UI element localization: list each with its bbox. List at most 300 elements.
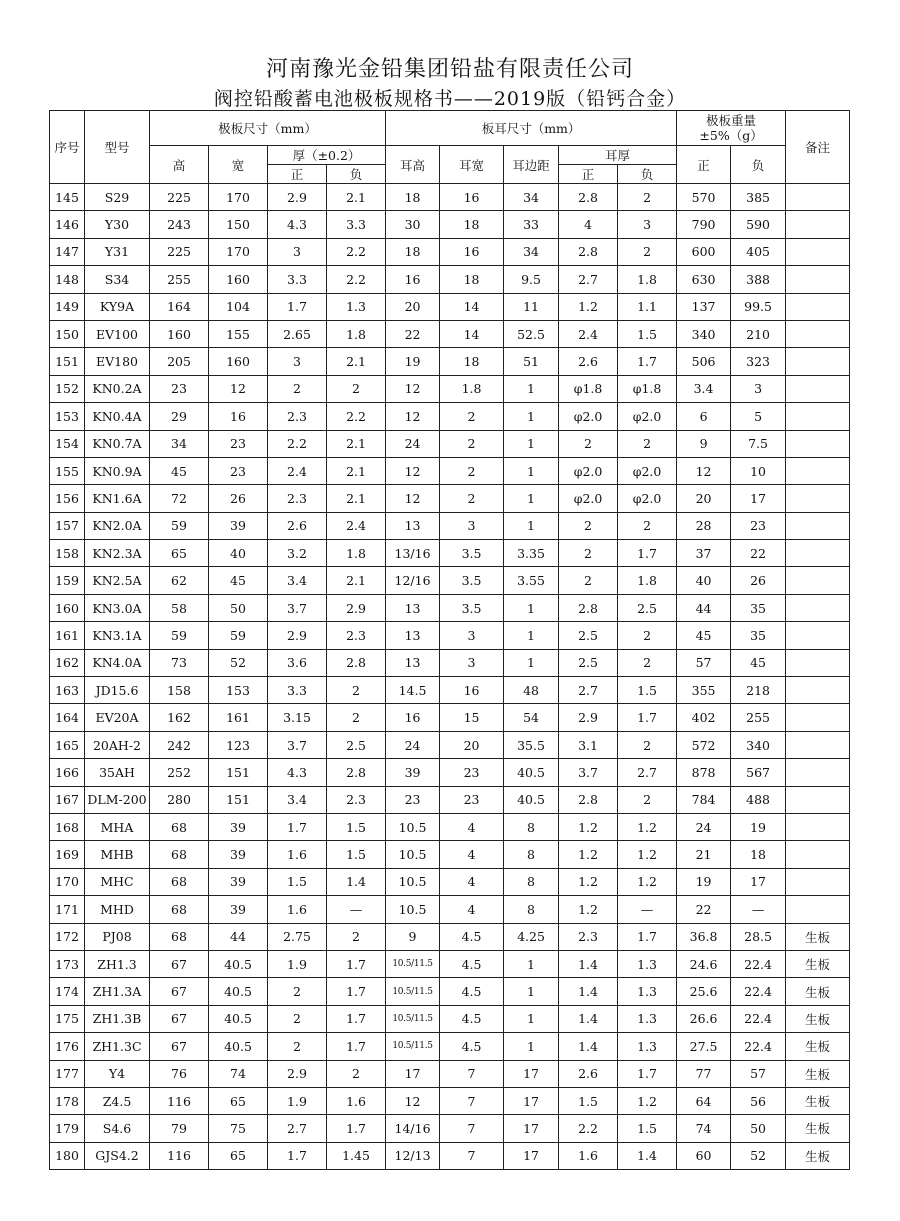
cell-height: 59 [150, 512, 209, 539]
table-row [50, 238, 850, 265]
cell-thickness-pos: 3.6 [268, 649, 327, 676]
table-row [50, 567, 850, 594]
cell-thickness-neg: 1.7 [327, 978, 386, 1005]
header-lug-height: 耳高 [386, 146, 440, 184]
cell-remark [786, 485, 850, 512]
cell-model: KN2.3A [85, 540, 150, 567]
cell-lug-width: 4 [440, 813, 504, 840]
cell-lug-height: 24 [386, 430, 440, 457]
cell-lug-width: 23 [440, 759, 504, 786]
table-row [50, 403, 850, 430]
cell-lug-thickness-pos: 2.2 [559, 1115, 618, 1142]
cell-thickness-neg: 2.8 [327, 759, 386, 786]
cell-lug-thickness-pos: 1.4 [559, 1005, 618, 1032]
cell-model: S4.6 [85, 1115, 150, 1142]
table-header [50, 111, 850, 184]
cell-weight-pos: 355 [677, 677, 731, 704]
table-row [50, 430, 850, 457]
cell-thickness-pos: 2.65 [268, 320, 327, 347]
cell-lug-width: 18 [440, 348, 504, 375]
cell-lug-width: 3 [440, 622, 504, 649]
cell-thickness-neg: 2.2 [327, 238, 386, 265]
cell-width: 40.5 [209, 1033, 268, 1060]
cell-remark [786, 896, 850, 923]
cell-lug-margin: 3.55 [504, 567, 559, 594]
cell-height: 68 [150, 868, 209, 895]
cell-weight-neg: 255 [731, 704, 786, 731]
cell-weight-neg: 17 [731, 868, 786, 895]
cell-seq: 173 [50, 950, 85, 977]
table-row [50, 978, 850, 1005]
cell-lug-margin: 1 [504, 978, 559, 1005]
cell-lug-width: 15 [440, 704, 504, 731]
cell-height: 205 [150, 348, 209, 375]
cell-thickness-neg: 2 [327, 375, 386, 402]
cell-thickness-pos: 3.15 [268, 704, 327, 731]
cell-lug-height: 12 [386, 403, 440, 430]
cell-thickness-neg: 1.7 [327, 1115, 386, 1142]
cell-thickness-pos: 4.3 [268, 759, 327, 786]
header-thickness-pos: 正 [268, 165, 327, 184]
cell-model: Z4.5 [85, 1087, 150, 1114]
cell-weight-neg: 56 [731, 1087, 786, 1114]
cell-seq: 165 [50, 731, 85, 758]
cell-lug-thickness-pos: 1.4 [559, 978, 618, 1005]
cell-width: 170 [209, 238, 268, 265]
cell-lug-height: 10.5 [386, 813, 440, 840]
cell-lug-thickness-neg: — [618, 896, 677, 923]
cell-lug-thickness-neg: 2 [618, 430, 677, 457]
cell-lug-margin: 17 [504, 1115, 559, 1142]
cell-height: 67 [150, 1033, 209, 1060]
cell-lug-margin: 1 [504, 375, 559, 402]
cell-lug-thickness-pos: 1.4 [559, 950, 618, 977]
cell-remark [786, 731, 850, 758]
cell-seq: 178 [50, 1087, 85, 1114]
cell-lug-height: 39 [386, 759, 440, 786]
table-row [50, 457, 850, 484]
cell-thickness-neg: 1.5 [327, 813, 386, 840]
cell-remark [786, 348, 850, 375]
cell-lug-thickness-neg: 1.8 [618, 567, 677, 594]
cell-lug-thickness-neg: 1.3 [618, 978, 677, 1005]
cell-lug-thickness-neg: 2 [618, 731, 677, 758]
cell-lug-height: 18 [386, 238, 440, 265]
cell-remark [786, 649, 850, 676]
cell-lug-margin: 54 [504, 704, 559, 731]
cell-height: 242 [150, 731, 209, 758]
table-row [50, 540, 850, 567]
table-row [50, 1115, 850, 1142]
cell-remark [786, 677, 850, 704]
cell-seq: 175 [50, 1005, 85, 1032]
cell-seq: 150 [50, 320, 85, 347]
cell-height: 73 [150, 649, 209, 676]
header-model: 型号 [85, 111, 150, 184]
cell-lug-width: 14 [440, 320, 504, 347]
cell-lug-thickness-neg: 1.2 [618, 813, 677, 840]
cell-remark: 生板 [786, 1142, 850, 1169]
cell-model: ZH1.3B [85, 1005, 150, 1032]
cell-lug-margin: 1 [504, 485, 559, 512]
cell-width: 50 [209, 594, 268, 621]
cell-thickness-neg: 1.45 [327, 1142, 386, 1169]
cell-lug-thickness-pos: 3.7 [559, 759, 618, 786]
cell-width: 153 [209, 677, 268, 704]
cell-height: 162 [150, 704, 209, 731]
table-row [50, 1005, 850, 1032]
cell-lug-height: 13/16 [386, 540, 440, 567]
table-row [50, 759, 850, 786]
cell-lug-height: 10.5/11.5 [386, 950, 440, 977]
cell-remark [786, 704, 850, 731]
cell-lug-thickness-neg: 1.7 [618, 704, 677, 731]
cell-weight-pos: 19 [677, 868, 731, 895]
cell-model: EV20A [85, 704, 150, 731]
cell-lug-thickness-pos: 2.8 [559, 594, 618, 621]
table-row [50, 1142, 850, 1169]
table-row [50, 1087, 850, 1114]
cell-lug-thickness-neg: 1.5 [618, 320, 677, 347]
cell-lug-margin: 34 [504, 238, 559, 265]
cell-seq: 172 [50, 923, 85, 950]
cell-remark [786, 403, 850, 430]
cell-lug-height: 13 [386, 622, 440, 649]
cell-model: KN0.7A [85, 430, 150, 457]
cell-remark [786, 266, 850, 293]
cell-weight-pos: 570 [677, 184, 731, 211]
cell-model: GJS4.2 [85, 1142, 150, 1169]
cell-height: 45 [150, 457, 209, 484]
cell-width: 52 [209, 649, 268, 676]
table-row [50, 923, 850, 950]
cell-width: 16 [209, 403, 268, 430]
header-lug-size: 板耳尺寸（mm） [386, 111, 677, 146]
cell-lug-thickness-pos: 2.5 [559, 622, 618, 649]
cell-model: KN2.5A [85, 567, 150, 594]
cell-remark [786, 512, 850, 539]
cell-thickness-neg: — [327, 896, 386, 923]
cell-model: MHA [85, 813, 150, 840]
cell-thickness-pos: 3.4 [268, 786, 327, 813]
cell-weight-neg: 35 [731, 594, 786, 621]
cell-lug-thickness-neg: 1.7 [618, 540, 677, 567]
cell-width: 104 [209, 293, 268, 320]
cell-thickness-pos: 3.3 [268, 677, 327, 704]
cell-lug-thickness-pos: 1.4 [559, 1033, 618, 1060]
cell-lug-width: 3.5 [440, 567, 504, 594]
cell-lug-height: 10.5/11.5 [386, 1005, 440, 1032]
cell-remark: 生板 [786, 1005, 850, 1032]
cell-lug-width: 7 [440, 1087, 504, 1114]
cell-seq: 156 [50, 485, 85, 512]
cell-width: 40.5 [209, 1005, 268, 1032]
cell-lug-height: 13 [386, 594, 440, 621]
cell-lug-margin: 48 [504, 677, 559, 704]
header-lug-thickness-neg: 负 [618, 165, 677, 184]
cell-thickness-pos: 2 [268, 978, 327, 1005]
cell-seq: 148 [50, 266, 85, 293]
cell-width: 44 [209, 923, 268, 950]
header-weight-neg: 负 [731, 146, 786, 184]
table-row [50, 950, 850, 977]
cell-height: 79 [150, 1115, 209, 1142]
cell-width: 26 [209, 485, 268, 512]
cell-height: 158 [150, 677, 209, 704]
cell-lug-margin: 1 [504, 512, 559, 539]
cell-lug-height: 24 [386, 731, 440, 758]
cell-thickness-pos: 3 [268, 238, 327, 265]
cell-weight-neg: 22.4 [731, 950, 786, 977]
cell-lug-width: 16 [440, 238, 504, 265]
cell-lug-thickness-neg: φ1.8 [618, 375, 677, 402]
cell-seq: 179 [50, 1115, 85, 1142]
header-height: 高 [150, 146, 209, 184]
cell-thickness-pos: 2.7 [268, 1115, 327, 1142]
table-row [50, 622, 850, 649]
cell-model: S29 [85, 184, 150, 211]
cell-model: Y31 [85, 238, 150, 265]
cell-lug-height: 13 [386, 512, 440, 539]
cell-height: 58 [150, 594, 209, 621]
table-row [50, 704, 850, 731]
cell-lug-thickness-neg: 1.3 [618, 1033, 677, 1060]
table-row [50, 184, 850, 211]
cell-height: 116 [150, 1142, 209, 1169]
cell-weight-pos: 790 [677, 211, 731, 238]
cell-width: 65 [209, 1087, 268, 1114]
cell-lug-height: 23 [386, 786, 440, 813]
cell-width: 74 [209, 1060, 268, 1087]
cell-lug-thickness-pos: 4 [559, 211, 618, 238]
cell-weight-pos: 24 [677, 813, 731, 840]
cell-thickness-pos: 2.75 [268, 923, 327, 950]
cell-thickness-neg: 2.1 [327, 430, 386, 457]
cell-remark [786, 759, 850, 786]
cell-seq: 180 [50, 1142, 85, 1169]
cell-thickness-neg: 2 [327, 1060, 386, 1087]
cell-thickness-pos: 1.6 [268, 841, 327, 868]
cell-model: DLM-200 [85, 786, 150, 813]
cell-height: 243 [150, 211, 209, 238]
cell-lug-margin: 17 [504, 1087, 559, 1114]
table-row [50, 649, 850, 676]
cell-remark: 生板 [786, 978, 850, 1005]
cell-weight-neg: 28.5 [731, 923, 786, 950]
cell-thickness-pos: 3.4 [268, 567, 327, 594]
cell-model: KN0.2A [85, 375, 150, 402]
cell-remark [786, 184, 850, 211]
cell-width: 23 [209, 457, 268, 484]
header-thickness-neg: 负 [327, 165, 386, 184]
table-row [50, 677, 850, 704]
cell-remark [786, 813, 850, 840]
cell-thickness-neg: 2.9 [327, 594, 386, 621]
cell-weight-pos: 60 [677, 1142, 731, 1169]
cell-weight-pos: 26.6 [677, 1005, 731, 1032]
cell-lug-margin: 1 [504, 950, 559, 977]
cell-weight-pos: 27.5 [677, 1033, 731, 1060]
cell-weight-neg: 23 [731, 512, 786, 539]
cell-width: 12 [209, 375, 268, 402]
cell-model: 35AH [85, 759, 150, 786]
cell-remark: 生板 [786, 1087, 850, 1114]
cell-thickness-pos: 1.9 [268, 950, 327, 977]
cell-seq: 157 [50, 512, 85, 539]
cell-remark [786, 841, 850, 868]
header-width: 宽 [209, 146, 268, 184]
cell-lug-width: 2 [440, 485, 504, 512]
cell-thickness-pos: 1.7 [268, 293, 327, 320]
cell-weight-pos: 784 [677, 786, 731, 813]
cell-lug-width: 4.5 [440, 923, 504, 950]
table-row [50, 512, 850, 539]
cell-thickness-pos: 2.3 [268, 485, 327, 512]
cell-weight-neg: 22.4 [731, 978, 786, 1005]
cell-thickness-pos: 2 [268, 1005, 327, 1032]
cell-weight-pos: 12 [677, 457, 731, 484]
cell-thickness-pos: 2.6 [268, 512, 327, 539]
cell-lug-width: 2 [440, 403, 504, 430]
cell-lug-thickness-pos: φ2.0 [559, 403, 618, 430]
cell-remark [786, 211, 850, 238]
cell-lug-width: 4 [440, 841, 504, 868]
cell-width: 23 [209, 430, 268, 457]
cell-weight-pos: 137 [677, 293, 731, 320]
cell-weight-pos: 402 [677, 704, 731, 731]
cell-weight-neg: — [731, 896, 786, 923]
cell-model: ZH1.3A [85, 978, 150, 1005]
cell-lug-thickness-pos: 2.6 [559, 1060, 618, 1087]
cell-lug-thickness-neg: 1.2 [618, 868, 677, 895]
cell-model: KN2.0A [85, 512, 150, 539]
cell-lug-thickness-pos: 2 [559, 567, 618, 594]
spec-subtitle: 阀控铅酸蓄电池极板规格书——2019版（铅钙合金） [213, 88, 687, 110]
cell-seq: 160 [50, 594, 85, 621]
cell-weight-neg: 45 [731, 649, 786, 676]
cell-width: 151 [209, 786, 268, 813]
cell-thickness-neg: 1.3 [327, 293, 386, 320]
cell-width: 65 [209, 1142, 268, 1169]
cell-model: PJ08 [85, 923, 150, 950]
cell-width: 160 [209, 348, 268, 375]
cell-lug-width: 3.5 [440, 540, 504, 567]
cell-lug-thickness-neg: 2.7 [618, 759, 677, 786]
cell-weight-pos: 57 [677, 649, 731, 676]
cell-lug-height: 14.5 [386, 677, 440, 704]
cell-lug-thickness-pos: 1.2 [559, 293, 618, 320]
cell-width: 39 [209, 896, 268, 923]
cell-lug-thickness-pos: 2 [559, 512, 618, 539]
cell-width: 151 [209, 759, 268, 786]
cell-seq: 158 [50, 540, 85, 567]
cell-lug-thickness-neg: 1.3 [618, 950, 677, 977]
cell-lug-thickness-pos: φ1.8 [559, 375, 618, 402]
cell-height: 68 [150, 813, 209, 840]
cell-lug-width: 4 [440, 896, 504, 923]
cell-lug-thickness-neg: φ2.0 [618, 485, 677, 512]
cell-seq: 159 [50, 567, 85, 594]
company-title: 河南豫光金铅集团铅盐有限责任公司 [265, 57, 634, 82]
cell-model: MHB [85, 841, 150, 868]
header-lug-width: 耳宽 [440, 146, 504, 184]
cell-thickness-neg: 2 [327, 677, 386, 704]
cell-lug-margin: 51 [504, 348, 559, 375]
cell-remark: 生板 [786, 1033, 850, 1060]
cell-model: ZH1.3 [85, 950, 150, 977]
cell-weight-pos: 37 [677, 540, 731, 567]
cell-lug-height: 17 [386, 1060, 440, 1087]
cell-lug-thickness-pos: 1.2 [559, 841, 618, 868]
cell-lug-margin: 1 [504, 594, 559, 621]
cell-thickness-pos: 3.7 [268, 731, 327, 758]
cell-thickness-pos: 3 [268, 348, 327, 375]
cell-lug-width: 7 [440, 1115, 504, 1142]
cell-lug-margin: 40.5 [504, 786, 559, 813]
cell-lug-thickness-neg: 1.5 [618, 677, 677, 704]
cell-lug-width: 3.5 [440, 594, 504, 621]
cell-remark [786, 868, 850, 895]
cell-lug-thickness-neg: 2 [618, 786, 677, 813]
cell-height: 252 [150, 759, 209, 786]
table-row [50, 485, 850, 512]
cell-thickness-neg: 2.5 [327, 731, 386, 758]
cell-model: ZH1.3C [85, 1033, 150, 1060]
cell-width: 160 [209, 266, 268, 293]
cell-thickness-neg: 2.1 [327, 184, 386, 211]
cell-thickness-neg: 1.7 [327, 1005, 386, 1032]
cell-lug-thickness-neg: 2 [618, 512, 677, 539]
cell-weight-neg: 388 [731, 266, 786, 293]
cell-width: 40 [209, 540, 268, 567]
cell-weight-neg: 50 [731, 1115, 786, 1142]
cell-height: 225 [150, 238, 209, 265]
cell-lug-thickness-pos: 2.8 [559, 184, 618, 211]
table-row [50, 293, 850, 320]
cell-lug-margin: 35.5 [504, 731, 559, 758]
plate-spec-table [49, 110, 850, 1170]
cell-weight-neg: 52 [731, 1142, 786, 1169]
cell-lug-height: 10.5/11.5 [386, 978, 440, 1005]
cell-lug-width: 1.8 [440, 375, 504, 402]
cell-lug-width: 14 [440, 293, 504, 320]
cell-weight-pos: 45 [677, 622, 731, 649]
cell-seq: 177 [50, 1060, 85, 1087]
cell-height: 116 [150, 1087, 209, 1114]
cell-weight-neg: 323 [731, 348, 786, 375]
cell-weight-neg: 385 [731, 184, 786, 211]
table-row [50, 348, 850, 375]
cell-lug-height: 12 [386, 485, 440, 512]
cell-height: 29 [150, 403, 209, 430]
cell-remark [786, 594, 850, 621]
cell-lug-width: 4.5 [440, 978, 504, 1005]
cell-lug-thickness-pos: 2.9 [559, 704, 618, 731]
cell-seq: 166 [50, 759, 85, 786]
cell-lug-thickness-pos: 1.5 [559, 1087, 618, 1114]
cell-remark [786, 567, 850, 594]
cell-thickness-neg: 1.4 [327, 868, 386, 895]
header-weight-line1: 极板重量 [706, 113, 757, 128]
cell-lug-thickness-neg: 3 [618, 211, 677, 238]
cell-thickness-neg: 2.1 [327, 348, 386, 375]
cell-model: KY9A [85, 293, 150, 320]
cell-weight-neg: 18 [731, 841, 786, 868]
cell-thickness-neg: 2.4 [327, 512, 386, 539]
table-row [50, 211, 850, 238]
cell-lug-margin: 8 [504, 896, 559, 923]
cell-lug-height: 12 [386, 457, 440, 484]
